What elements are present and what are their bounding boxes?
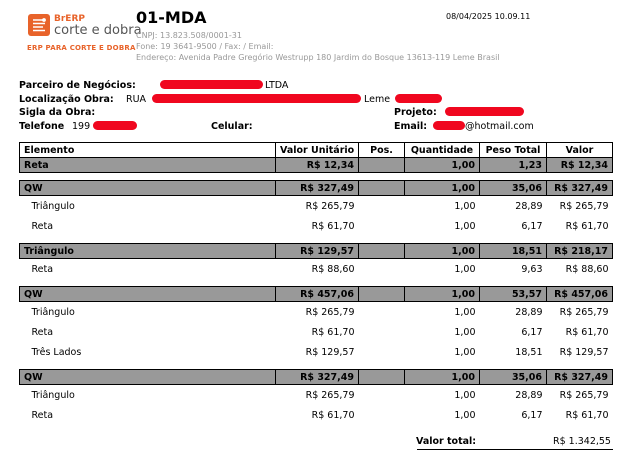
item-quantity: 1,00 [454,306,476,318]
site-label: Sigla da Obra: [19,107,96,118]
total-label: Valor total: [416,436,477,447]
item-value: R$ 61,70 [565,220,609,232]
location-label: Localização Obra: [19,94,114,105]
group-total-value: R$ 327,49 [547,181,613,196]
spacer-cell [20,362,613,370]
item-quantity: 1,00 [454,220,476,232]
item-name: Reta [31,409,54,421]
item-value: R$ 61,70 [565,326,609,338]
logo-tagline: ERP PARA CORTE E DOBRA [27,44,136,52]
column-header: Elemento [20,143,276,158]
group-weight: 1,23 [480,158,547,173]
group-row [20,181,613,196]
item-row [20,322,613,342]
location-city: Leme [364,94,391,105]
item-unit-value: R$ 88,60 [311,263,355,275]
items-table [19,142,613,425]
item-row [20,216,613,236]
spacer-cell [20,173,613,181]
item-row [20,302,613,323]
email-label: Email: [394,121,428,132]
redaction-mark [445,107,524,116]
location-value: RUA [126,94,147,105]
group-name: QW [20,287,276,302]
table-header [20,143,613,158]
item-value: R$ 61,70 [565,409,609,421]
cell-label: Celular: [211,121,253,132]
phone-label: Telefone [19,121,65,132]
item-position [359,196,405,217]
group-total-value: R$ 457,06 [547,287,613,302]
item-row [20,196,613,217]
item-row [20,405,613,425]
item-weight: 18,51 [515,346,543,358]
column-header: Valor [547,143,613,158]
group-spacer [20,279,613,287]
group-weight: 53,57 [480,287,547,302]
group-spacer [20,362,613,370]
item-name: Reta [31,263,54,275]
group-total-value: R$ 327,49 [547,370,613,385]
item-quantity: 1,00 [454,346,476,358]
spacer-cell [20,279,613,287]
spacer-cell [20,236,613,244]
item-position [359,342,405,362]
item-weight: 6,17 [521,220,543,232]
redaction-mark [152,94,361,103]
group-position [359,287,405,302]
document-title: 01-MDA [136,8,207,27]
item-unit-value: R$ 61,70 [311,220,355,232]
group-unit-value: R$ 327,49 [276,370,359,385]
item-quantity: 1,00 [454,326,476,338]
column-header: Peso Total [480,143,547,158]
item-position [359,216,405,236]
item-name: Triângulo [31,306,75,318]
item-unit-value: R$ 61,70 [311,409,355,421]
item-weight: 28,89 [515,200,543,212]
group-name: Reta [20,158,276,173]
item-position [359,385,405,406]
redaction-mark [433,121,465,130]
item-quantity: 1,00 [454,409,476,421]
item-unit-value: R$ 61,70 [311,326,355,338]
group-row [20,244,613,259]
group-spacer [20,236,613,244]
item-weight: 9,63 [521,263,543,275]
column-header: Quantidade [405,143,480,158]
item-position [359,259,405,280]
group-unit-value: R$ 457,06 [276,287,359,302]
group-name: QW [20,370,276,385]
group-weight: 18,51 [480,244,547,259]
partner-label: Parceiro de Negócios: [19,80,136,91]
group-position [359,370,405,385]
item-position [359,302,405,323]
item-quantity: 1,00 [454,263,476,275]
company-cnpj: CNPJ: 13.823.508/0001-31 [136,31,242,40]
redaction-mark [395,94,442,103]
item-value: R$ 265,79 [559,306,609,318]
item-weight: 6,17 [521,409,543,421]
item-row [20,259,613,280]
group-name: QW [20,181,276,196]
item-weight: 28,89 [515,389,543,401]
table-body [20,158,613,426]
group-spacer [20,173,613,181]
item-row [20,385,613,406]
group-total-value: R$ 12,34 [547,158,613,173]
group-quantity: 1,00 [405,244,480,259]
group-quantity: 1,00 [405,158,480,173]
group-row [20,158,613,173]
logo-icon [28,14,50,36]
group-unit-value: R$ 129,57 [276,244,359,259]
item-name: Triângulo [31,200,75,212]
item-value: R$ 88,60 [565,263,609,275]
group-row [20,287,613,302]
document-datetime: 08/04/2025 10.09.11 [446,12,531,21]
item-unit-value: R$ 129,57 [305,346,355,358]
group-name: Triângulo [20,244,276,259]
item-value: R$ 265,79 [559,389,609,401]
group-quantity: 1,00 [405,181,480,196]
item-name: Três Lados [31,346,82,358]
item-row [20,342,613,362]
item-weight: 6,17 [521,326,543,338]
company-address: Endereço: Avenida Padre Gregório Westrupp 180 Jardim do Bosque 13613-119 Leme Brasil [136,53,500,62]
column-header: Pos. [359,143,405,158]
item-value: R$ 129,57 [559,346,609,358]
group-unit-value: R$ 12,34 [276,158,359,173]
item-weight: 28,89 [515,306,543,318]
item-quantity: 1,00 [454,200,476,212]
group-quantity: 1,00 [405,287,480,302]
logo-name: corte e dobra [54,23,142,38]
company-phone: Fone: 19 3641-9500 / Fax: / Email: [136,42,274,51]
group-unit-value: R$ 327,49 [276,181,359,196]
group-position [359,181,405,196]
item-quantity: 1,00 [454,389,476,401]
item-name: Triângulo [31,389,75,401]
group-weight: 35,06 [480,370,547,385]
logo-brand: BrERP [54,14,85,24]
redaction-mark [160,80,263,89]
project-label: Projeto: [394,107,437,118]
item-name: Reta [31,326,54,338]
item-position [359,322,405,342]
group-position [359,244,405,259]
group-total-value: R$ 218,17 [547,244,613,259]
total-divider [417,449,613,450]
item-name: Reta [31,220,54,232]
group-quantity: 1,00 [405,370,480,385]
item-unit-value: R$ 265,79 [305,389,355,401]
phone-value: 199 [72,121,91,132]
item-unit-value: R$ 265,79 [305,200,355,212]
email-value: @hotmail.com [465,121,534,132]
item-unit-value: R$ 265,79 [305,306,355,318]
total-value: R$ 1.342,55 [553,436,611,447]
item-position [359,405,405,425]
item-value: R$ 265,79 [559,200,609,212]
redaction-mark [93,121,137,130]
partner-value: LTDA [265,80,289,91]
group-position [359,158,405,173]
column-header: Valor Unitário [276,143,359,158]
group-weight: 35,06 [480,181,547,196]
group-row [20,370,613,385]
